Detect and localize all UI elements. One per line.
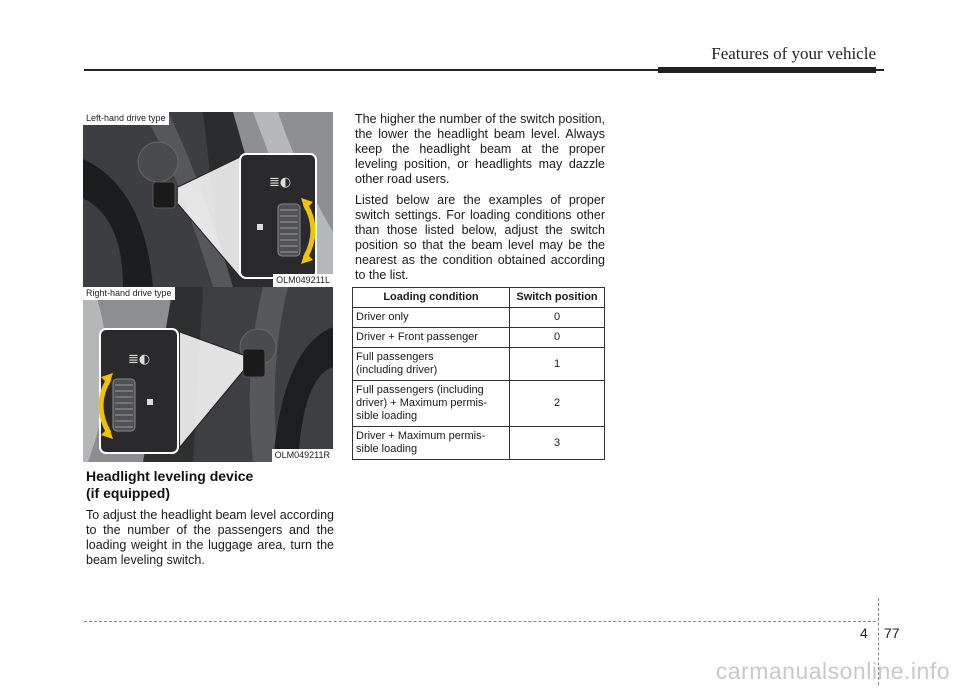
loading-table bbox=[352, 287, 605, 460]
table-row bbox=[353, 308, 605, 328]
position-cell: 1 bbox=[510, 348, 605, 381]
figure-left-hand-drive bbox=[83, 112, 333, 287]
figure-code: OLM049211L bbox=[273, 274, 333, 287]
page-number: 77 bbox=[884, 625, 900, 641]
condition-cell: Full passengers (including driver) bbox=[353, 348, 510, 381]
figure-tag: Left-hand drive type bbox=[83, 112, 169, 125]
intro-paragraph: To adjust the headlight beam level according to the number of the passengers and the loading weight in the luggage area, turn the beam leveling switch. bbox=[86, 508, 334, 567]
table-row bbox=[353, 328, 605, 348]
condition-cell: Full passengers (including driver) + Maximum permis- sible loading bbox=[353, 381, 510, 427]
svg-text:≣◐: ≣◐ bbox=[269, 175, 292, 190]
table-header-row bbox=[353, 288, 605, 308]
column-header: Switch position bbox=[510, 288, 605, 308]
figure-tag: Right-hand drive type bbox=[83, 287, 175, 300]
running-header-title: Features of your vehicle bbox=[711, 44, 876, 63]
position-cell: 2 bbox=[510, 381, 605, 427]
chapter-number: 4 bbox=[860, 625, 868, 641]
svg-text:≣◐: ≣◐ bbox=[128, 352, 151, 367]
position-cell: 0 bbox=[510, 328, 605, 348]
table-row bbox=[353, 427, 605, 460]
condition-cell: Driver only bbox=[353, 308, 510, 328]
position-cell: 3 bbox=[510, 427, 605, 460]
column-header: Loading condition bbox=[353, 288, 510, 308]
dashboard-photo-rhd bbox=[83, 287, 333, 462]
dashboard-photo-lhd bbox=[83, 112, 333, 287]
table-row bbox=[353, 348, 605, 381]
footer-rule bbox=[84, 621, 876, 622]
heading-text: Headlight leveling device (if equipped) bbox=[86, 468, 254, 501]
header-rule-accent bbox=[658, 67, 876, 73]
examples-paragraph: Listed below are the examples of proper switch settings. For loading conditions other than those listed below, adjust the switch position so that the beam level may be the nearest as the condition obtained according to the list. bbox=[355, 193, 605, 282]
right-column bbox=[355, 112, 605, 283]
figure-right-hand-drive bbox=[83, 287, 333, 462]
table-row bbox=[353, 381, 605, 427]
condition-cell: Driver + Maximum permis- sible loading bbox=[353, 427, 510, 460]
beam-level-paragraph: The higher the number of the switch position, the lower the headlight beam level. Always keep the headlight beam at the proper leveling position, or headlights may dazzle other road users. bbox=[355, 112, 605, 186]
figure-code: OLM049211R bbox=[272, 449, 333, 462]
section-heading bbox=[86, 468, 336, 502]
watermark: carmanualsonline.info bbox=[715, 658, 950, 684]
position-cell: 0 bbox=[510, 308, 605, 328]
condition-cell: Driver + Front passenger bbox=[353, 328, 510, 348]
